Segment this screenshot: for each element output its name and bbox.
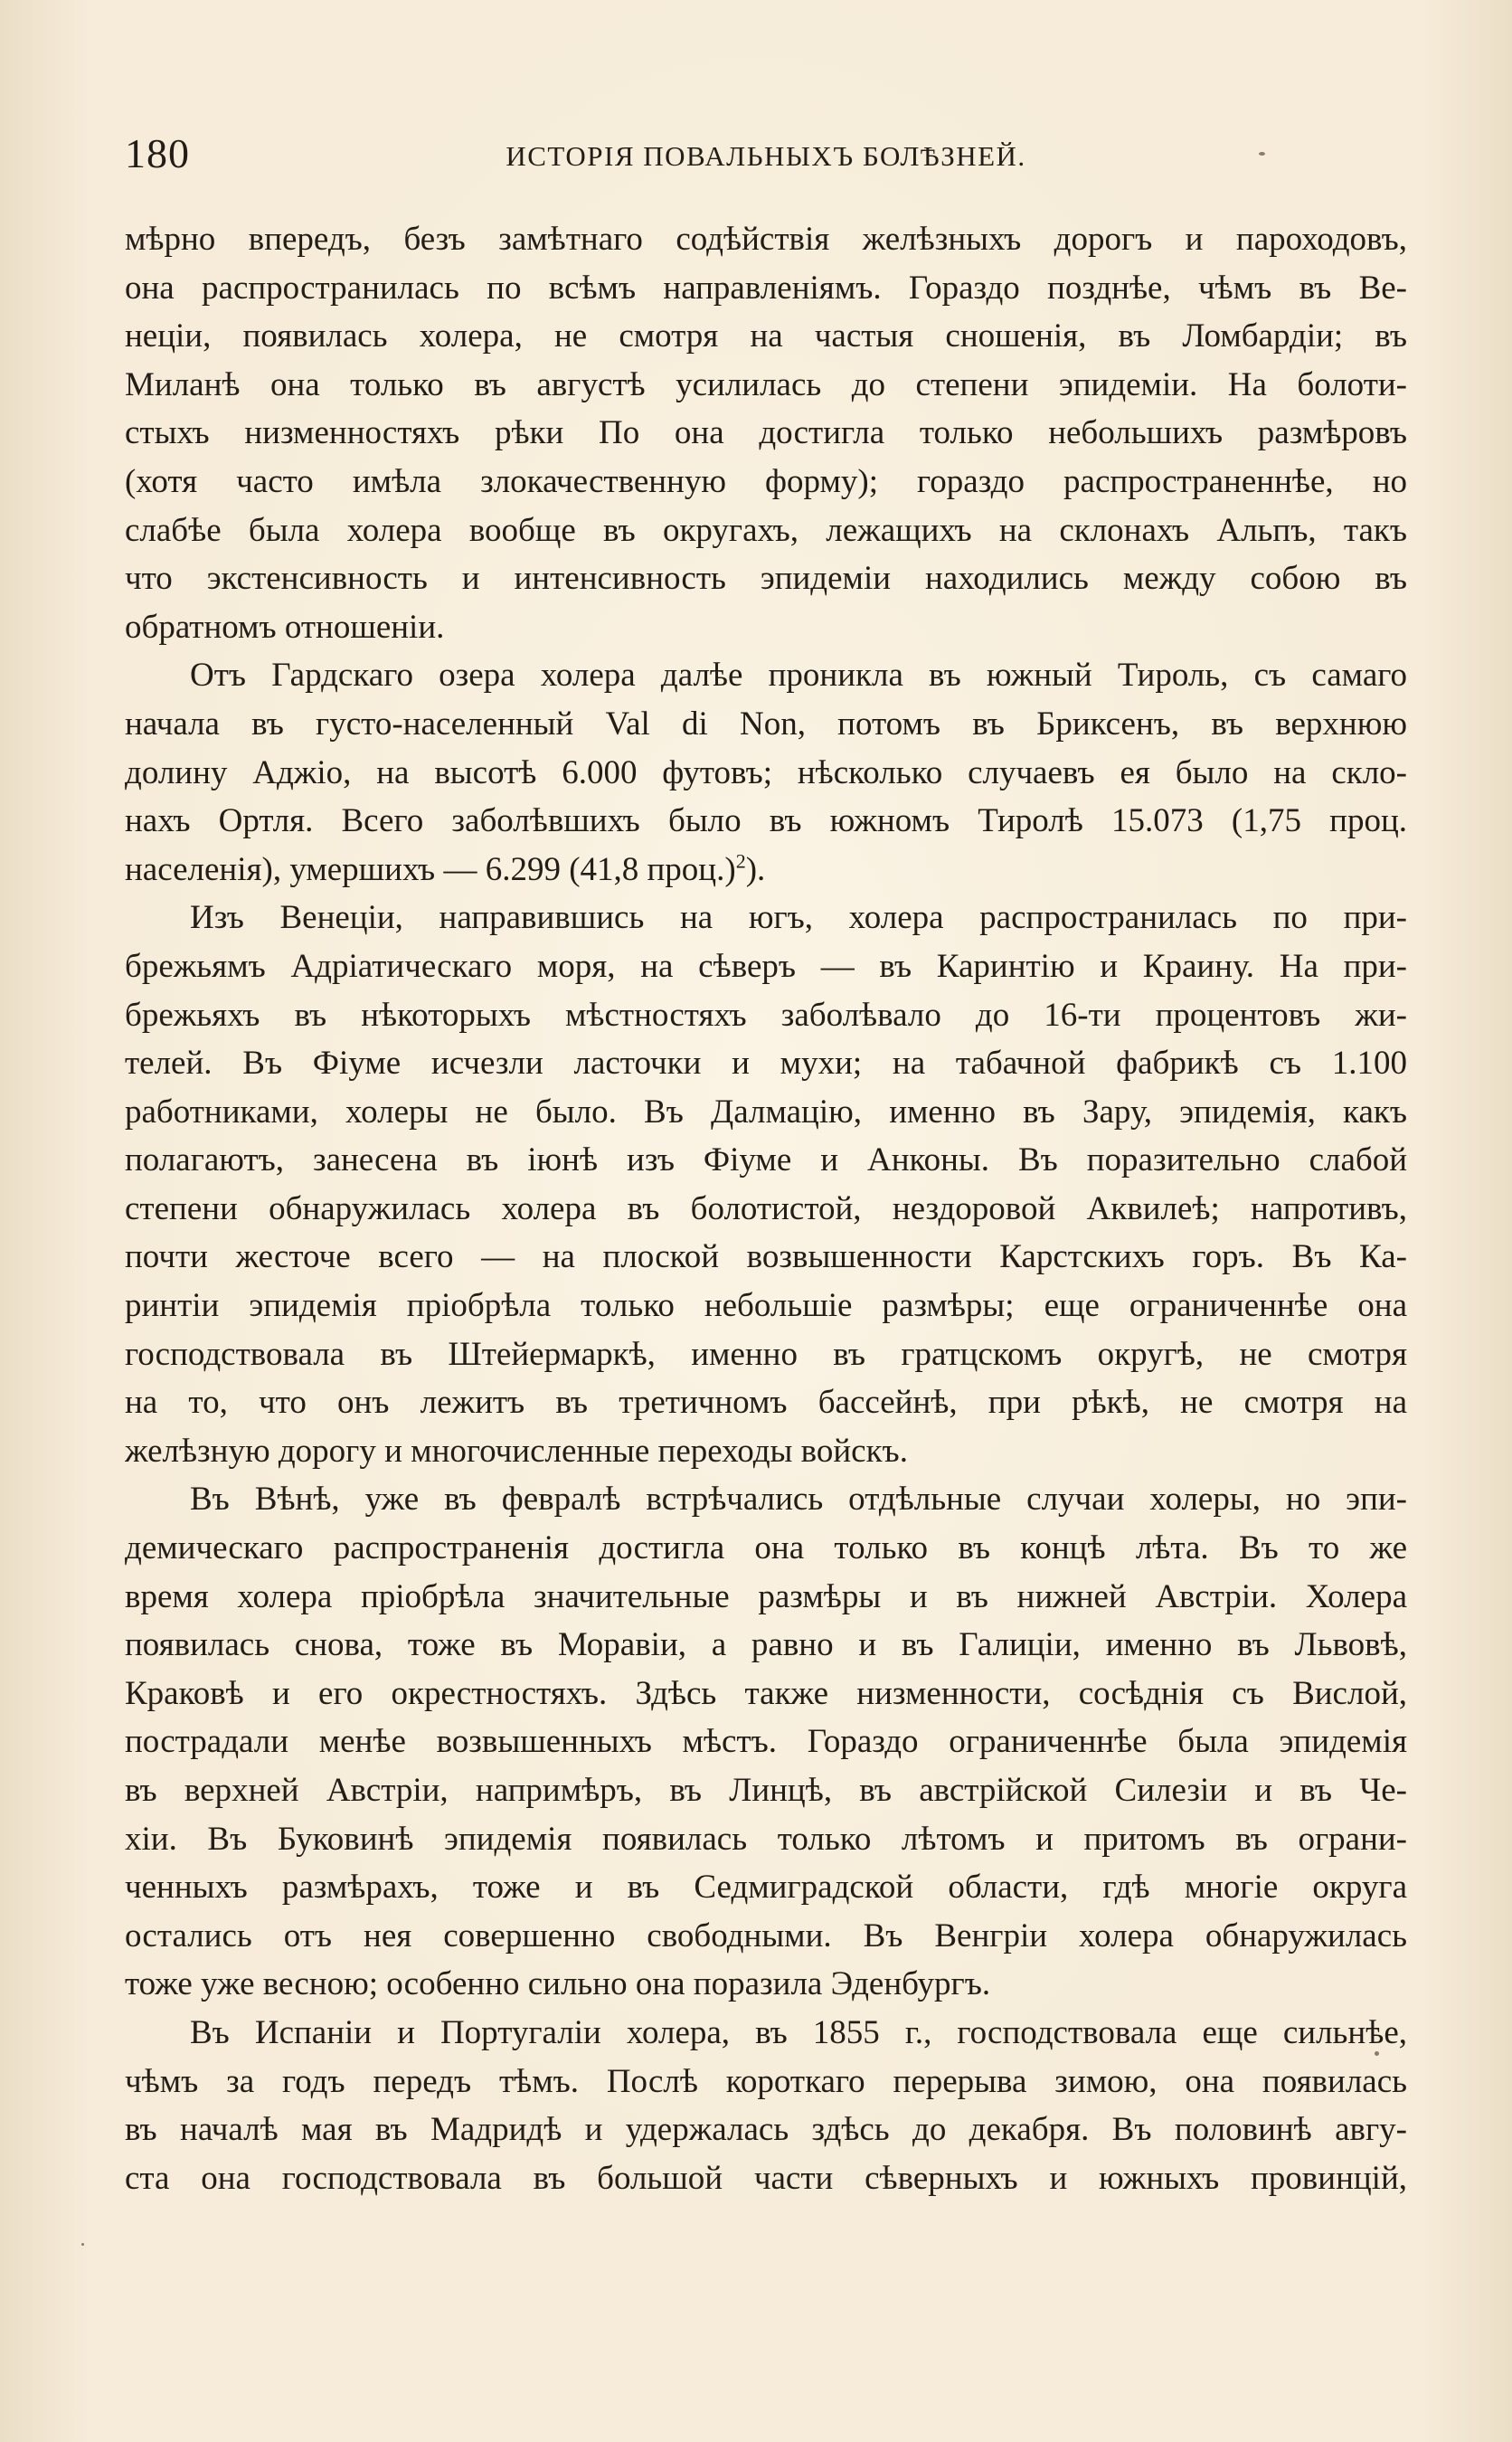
text-line <box>125 554 1407 603</box>
text-line <box>125 1912 1407 1961</box>
line-text: на то, что онъ лежитъ въ третичномъ бассейнѣ, при рѣкѣ, не смотря на <box>125 1384 1407 1422</box>
line-text: Изъ Венеціи, направившись на югъ, холера распространилась по при- <box>190 899 1407 937</box>
paragraph <box>125 1475 1407 2009</box>
body-text <box>125 215 1407 2202</box>
text-line <box>125 2009 1407 2058</box>
text-line <box>125 506 1407 555</box>
line-text: телей. Въ Фіуме исчезли ласточки и мухи; на табачной фабрикѣ съ 1.100 <box>125 1045 1407 1083</box>
text-line <box>125 2058 1407 2106</box>
line-text: обратномъ отношеніи. <box>125 608 445 646</box>
line-text: брежьяхъ въ нѣкоторыхъ мѣстностяхъ заболѣвало до 16-ти процентовъ жи- <box>125 996 1407 1034</box>
page-number: 180 <box>125 130 190 176</box>
line-text: пострадали менѣе возвышенныхъ мѣстъ. Гораздо ограниченнѣе была эпидемія <box>125 1723 1407 1761</box>
text-line <box>125 1282 1407 1330</box>
paragraph <box>125 215 1407 651</box>
line-text: населенія), умершихъ — 6.299 (41,8 проц.) <box>125 850 736 888</box>
line-text: что экстенсивность и интенсивность эпидеміи находились между собою въ <box>125 560 1407 598</box>
line-text: стыхъ низменностяхъ рѣки По она достигла только небольшихъ размѣровъ <box>125 414 1407 452</box>
line-text: она распространилась по всѣмъ направленіямъ. Гораздо позднѣе, чѣмъ въ Ве- <box>125 269 1407 307</box>
line-text: господствовала въ Штейермаркѣ, именно въ гратцскомъ округѣ, не смотря <box>125 1335 1407 1373</box>
text-line <box>125 1136 1407 1185</box>
footnote-reference: 2 <box>735 849 746 873</box>
text-line <box>125 991 1407 1040</box>
line-text: Въ Вѣнѣ, уже въ февралѣ встрѣчались отдѣльные случаи холеры, но эпи- <box>190 1481 1407 1519</box>
line-text: почти жесточе всего — на плоской возвышенности Карстскихъ горъ. Въ Ка- <box>125 1238 1407 1276</box>
line-text: въ верхней Австріи, напримѣръ, въ Линцѣ, въ австрійской Силезіи и въ Че- <box>125 1772 1407 1809</box>
text-line <box>125 2106 1407 2154</box>
text-line <box>125 1378 1407 1427</box>
text-line <box>125 2154 1407 2203</box>
line-text: появилась снова, тоже въ Моравіи, а равно и въ Галиціи, именно въ Львовѣ, <box>125 1626 1407 1664</box>
line-text: Въ Испаніи и Португаліи холера, въ 1855 г., господствовала еще сильнѣе, <box>190 2013 1407 2051</box>
line-text: ста она господствовала въ большой части сѣверныхъ и южныхъ провинцій, <box>125 2159 1407 2197</box>
text-line <box>125 894 1407 942</box>
text-line <box>125 1088 1407 1137</box>
text-line <box>125 1475 1407 1524</box>
text-line <box>125 458 1407 506</box>
line-text: полагаютъ, занесена въ іюнѣ изъ Фіуме и Анконы. Въ поразительно слабой <box>125 1141 1407 1179</box>
text-line <box>125 942 1407 991</box>
line-text: демическаго распространенія достигла она только въ концѣ лѣта. Въ то же <box>125 1529 1407 1567</box>
paper-speck <box>1259 152 1265 156</box>
text-line <box>125 361 1407 410</box>
text-line <box>125 700 1407 749</box>
line-text: начала въ густо-населенный Val di Non, потомъ въ Бриксенъ, въ верхнюю <box>125 705 1407 743</box>
text-line <box>125 1524 1407 1573</box>
text-line <box>125 651 1407 700</box>
text-line <box>125 1573 1407 1622</box>
paper-speck <box>81 2243 84 2246</box>
text-line <box>125 797 1407 846</box>
line-text: хіи. Въ Буковинѣ эпидемія появилась только лѣтомъ и притомъ въ ограни- <box>125 1820 1407 1858</box>
running-head: ИСТОРІЯ ПОВАЛЬНЫХЪ БОЛѢЗНЕЙ. <box>506 140 1026 172</box>
text-line <box>125 1670 1407 1718</box>
line-text: ринтіи эпидемія пріобрѣла только небольшіе размѣры; еще ограниченнѣе она <box>125 1287 1407 1325</box>
paragraph <box>125 651 1407 894</box>
paragraph <box>125 2009 1407 2202</box>
line-text: время холера пріобрѣла значительные размѣры и въ нижней Австріи. Холера <box>125 1577 1407 1615</box>
paragraph <box>125 894 1407 1475</box>
text-line <box>125 1766 1407 1815</box>
text-line <box>125 1718 1407 1766</box>
text-line <box>125 409 1407 458</box>
text-line <box>125 1960 1407 2009</box>
text-line <box>125 1233 1407 1282</box>
text-line <box>125 1427 1407 1476</box>
line-text: брежьямъ Адріатическаго моря, на сѣверъ — въ Каринтію и Краину. На при- <box>125 947 1407 985</box>
line-text: чѣмъ за годъ передъ тѣмъ. Послѣ короткаго перерыва зимою, она появилась <box>125 2062 1407 2100</box>
text-line <box>125 312 1407 361</box>
text-line <box>125 1185 1407 1234</box>
text-line <box>125 1330 1407 1379</box>
line-text: работниками, холеры не было. Въ Далмацію, именно въ Зару, эпидемія, какъ <box>125 1093 1407 1131</box>
line-text: (хотя часто имѣла злокачественную форму); гораздо распространеннѣе, но <box>125 462 1407 500</box>
text-line <box>125 215 1407 264</box>
paper-speck <box>1375 2051 1379 2056</box>
line-text: нахъ Ортля. Всего заболѣвшихъ было въ южномъ Тиролѣ 15.073 (1,75 проц. <box>125 802 1407 840</box>
line-text: ченныхъ размѣрахъ, тоже и въ Седмиградской области, гдѣ многіе округа <box>125 1869 1407 1907</box>
text-line <box>125 1039 1407 1088</box>
line-text: желѣзную дорогу и многочисленные переходы войскъ. <box>125 1432 908 1470</box>
line-text: степени обнаружилась холера въ болотистой, нездоровой Аквилеѣ; напротивъ, <box>125 1189 1407 1227</box>
text-line <box>125 846 1407 894</box>
line-text: долину Аджіо, на высотѣ 6.000 футовъ; нѣсколько случаевъ ея было на скло- <box>125 753 1407 791</box>
line-text: въ началѣ мая въ Мадридѣ и удержалась здѣсь до декабря. Въ половинѣ авгу- <box>125 2111 1407 2149</box>
line-text: Краковѣ и его окрестностяхъ. Здѣсь также низменности, сосѣднія съ Вислой, <box>125 1674 1407 1712</box>
line-text: неціи, появилась холера, не смотря на частыя сношенія, въ Ломбардіи; въ <box>125 317 1407 355</box>
footnote-tail: ). <box>745 850 766 888</box>
line-text: слабѣе была холера вообще въ округахъ, лежащихъ на склонахъ Альпъ, такъ <box>125 511 1407 549</box>
text-line <box>125 1621 1407 1670</box>
text-line <box>125 749 1407 798</box>
page-header <box>125 127 1407 181</box>
line-text: остались отъ нея совершенно свободными. Въ Венгріи холера обнаружилась <box>125 1917 1407 1955</box>
line-text: тоже уже весною; особенно сильно она поразила Эденбургъ. <box>125 1965 991 2003</box>
line-text: Отъ Гардскаго озера холера далѣе проникла въ южный Тироль, съ самаго <box>190 657 1407 695</box>
line-text: Миланѣ она только въ августѣ усилилась до степени эпидеміи. На болоти- <box>125 365 1407 403</box>
line-text: мѣрно впередъ, безъ замѣтнаго содѣйствія желѣзныхъ дорогъ и пароходовъ, <box>125 221 1407 258</box>
text-line <box>125 1815 1407 1864</box>
text-line <box>125 1863 1407 1912</box>
text-line <box>125 264 1407 313</box>
text-line <box>125 603 1407 652</box>
